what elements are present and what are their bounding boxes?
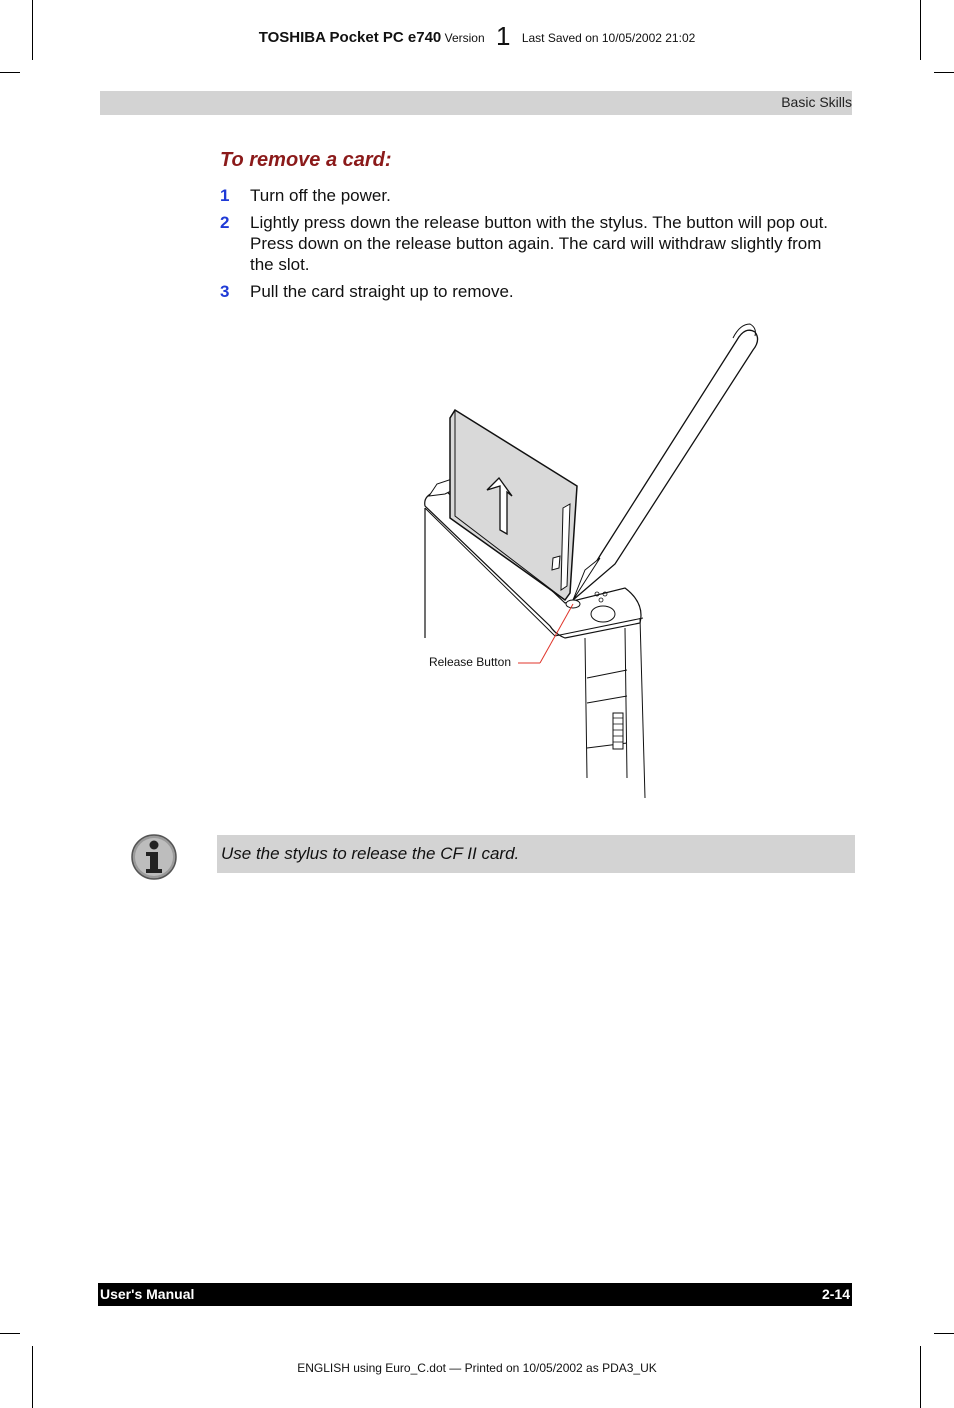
note-text: Use the stylus to release the CF II card. <box>221 844 520 863</box>
info-icon <box>130 833 178 881</box>
print-info: ENGLISH using Euro_C.dot — Printed on 10/05/2002 as PDA3_UK <box>297 1361 657 1375</box>
power-button <box>591 606 615 622</box>
step-text: Turn off the power. <box>250 186 391 205</box>
step-item <box>220 212 840 275</box>
document-header <box>0 18 954 49</box>
footer-bar <box>98 1283 852 1306</box>
step-number: 2 <box>220 213 230 232</box>
last-saved: Last Saved on 10/05/2002 21:02 <box>521 31 696 45</box>
device-right-body <box>585 618 645 798</box>
crop-mark <box>934 72 954 73</box>
note-box <box>217 835 855 873</box>
section-title: Basic Skills <box>781 94 852 110</box>
callout-label: Release Button <box>428 655 511 669</box>
crop-mark <box>0 72 20 73</box>
scroll-wheel <box>613 713 623 749</box>
product-name: TOSHIBA Pocket PC e740 <box>258 29 442 46</box>
step-list <box>220 185 840 308</box>
crop-mark <box>934 1333 954 1334</box>
step-number: 3 <box>220 282 230 301</box>
step-item <box>220 281 840 302</box>
version-number: 1 <box>496 21 511 51</box>
step-item <box>220 185 840 206</box>
manual-label: User's Manual <box>100 1286 195 1302</box>
crop-mark <box>0 1333 20 1334</box>
crop-mark <box>920 1346 921 1408</box>
crop-mark <box>32 1346 33 1408</box>
step-number: 1 <box>220 186 230 205</box>
step-text: Lightly press down the release button with the stylus. The button will pop out. Press down on the release button again. The card will withdraw slightly from the slot. <box>250 213 829 274</box>
page-number: 2-14 <box>821 1286 850 1302</box>
version-label: Version <box>444 31 485 45</box>
stylus <box>573 330 758 600</box>
procedure-heading: To remove a card: <box>220 149 392 171</box>
step-text: Pull the card straight up to remove. <box>250 282 514 301</box>
card-removal-illustration <box>415 318 765 803</box>
section-bar <box>100 91 852 115</box>
